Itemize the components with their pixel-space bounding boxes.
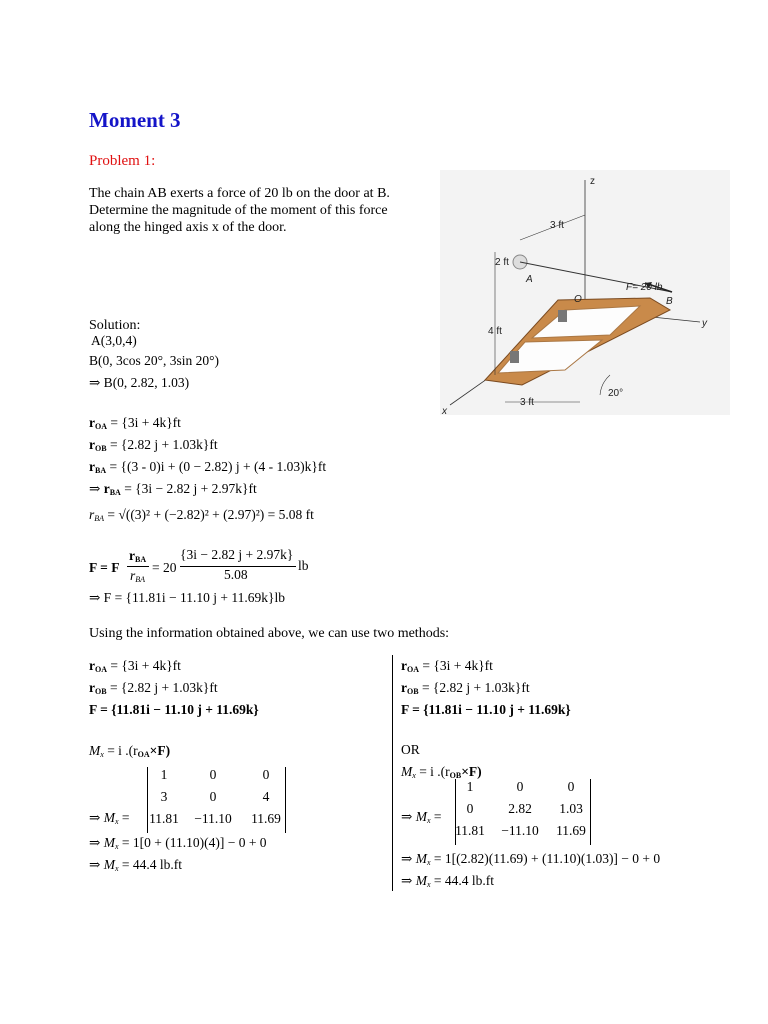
right-roa: $r_{OA} = \{3i + 4k\}ft$ [401,658,493,674]
matrix-cell: 0 [466,801,474,816]
matrix-cell: 11.81 [149,811,179,826]
label-a: A [526,274,533,285]
left-mx-arrow: ⇒ $M_x$ = [89,810,130,826]
force-eq-left [89,558,119,578]
right-final-text: = 44.4 lb.ft [433,873,494,888]
left-force: F = {11.81i − 11.10 j + 11.69k} [89,702,259,717]
label-z: z [590,176,595,187]
label-force: F= 20 lb [626,282,663,293]
label-y: y [702,318,707,329]
matrix-cell: −11.10 [501,823,539,838]
label-2ft: 2 ft [495,257,509,268]
matrix-cell: −11.10 [194,811,232,826]
unit-vector-bar [127,566,149,567]
left-final-text: = 44.4 lb.ft [121,857,182,872]
label-x: x [442,406,447,415]
left-mx-text: = i .(r [107,743,138,758]
matrix-cell: 0 [209,789,217,804]
vector-rba2-value: = {3i − 2.82 j + 2.97k}ft [124,481,257,496]
matrix-cell: 4 [262,789,270,804]
left-step: ⇒ $M_x = 1[0 + (11.10)(4)] - 0 + 0$ [89,835,267,851]
solution-label: Solution: [89,318,141,333]
right-determinant [455,779,591,845]
door-figure [440,170,730,415]
left-determinant [147,767,286,833]
force-eq-left-text: F = F [89,560,120,575]
left-roa-value: = {3i + 4k}ft [110,658,181,673]
vector-rba-magnitude: $r_{BA} = √((3)^2 + (-2.82)^2 + (2.97)^2) = 5.08$ ft [89,507,314,523]
right-final: ⇒ $M_x = 44.4$ lb.ft [401,873,494,889]
matrix-cell: 1 [160,767,168,782]
matrix-cell: 0 [516,779,524,794]
label-3ft-bottom: 3 ft [520,397,534,408]
matrix-cell: 1.03 [559,801,583,816]
problem-line: The chain AB exerts a force of 20 lb on the door at B. [89,186,390,201]
hinge-lower [510,351,519,363]
vector-rob-value: = {2.82 j + 1.03k}ft [109,437,218,452]
label-3ft-top: 3 ft [550,220,564,231]
page-title: Moment 3 [89,108,181,132]
force-result: ⇒ F = {11.81i − 11.10 j + 11.69k}lb [89,590,285,605]
left-mx-def: $M_x = i$ $.(r_{OA}\times F)$ [89,743,171,759]
left-rob: $r_{OB} = \{2.82$ j + 1.03k}ft [89,680,218,696]
problem-line: Determine the magnitude of the moment of this force [89,203,388,218]
column-divider [392,655,393,891]
right-mx-text: = i .(r [419,764,450,779]
coord-a: A(3,0,4) [91,333,137,348]
vector-rba: $r_{BA} = \{(3 - 0)i + (0 - 2.82) j + (4 - 1.03)k\}ft$ [89,459,327,475]
right-step-text: = 1[(2.82)(11.69) + (11.10)(1.03)] − 0 + 0 [433,851,661,866]
right-rob: $r_{OB} = \{2.82$ j + 1.03k}ft [401,680,530,696]
vector-rba-mag-value: = √((3)² + (−2.82)² + (2.97)²) = 5.08 ft [107,507,314,522]
vector-roa: $r_{OA} = \{3i + 4k\}ft$ [89,415,181,431]
problem-statement [89,185,390,236]
right-mx-def: $M_x = i$ $.(r_{OB}\times F)$ [401,764,482,780]
matrix-cell: 0 [209,767,217,782]
label-angle: 20° [608,388,624,399]
vector-rba-simplified: ⇒ $r_{BA} = \{3i - 2.82$ j + 2.97k}ft [89,481,257,497]
matrix-cell: 11.81 [455,823,485,838]
force-factor: = 20 [152,560,177,575]
vector-rba-value: = {(3 - 0)i + (0 − 2.82) j + (4 - 1.03)k}ft [109,459,327,474]
right-step: ⇒ $M_x = 1[(2.82)(11.69) + (11.10)(1.03)] - 0 + 0$ [401,851,661,867]
right-mx-tail: ×F) [461,764,482,779]
label-4ft: 4 ft [488,326,502,337]
right-mx-arrow: ⇒ $M_x$ = [401,809,442,825]
left-rob-value: = {2.82 j + 1.03k}ft [109,680,218,695]
hinge-upper [558,310,567,322]
force-denominator: 5.08 [224,567,248,582]
matrix-cell: 0 [262,767,270,782]
matrix-cell: 2.82 [508,801,532,816]
right-rob-value: = {2.82 j + 1.03k}ft [421,680,530,695]
methods-text: Using the information obtained above, we can use two methods: [89,626,450,641]
label-b: B [666,296,673,307]
left-mx-tail: ×F) [149,743,171,758]
matrix-cell: 1 [466,779,474,794]
matrix-cell: 11.69 [556,823,586,838]
matrix-cell: 11.69 [251,811,281,826]
right-or: OR [401,742,420,757]
force-unit: lb [298,558,309,573]
coord-b: B(0, 3cos 20°, 3sin 20°) [89,353,220,368]
left-step-text: = 1[0 + (11.10)(4)] − 0 + 0 [121,835,267,850]
matrix-cell: 3 [160,789,168,804]
right-roa-value: = {3i + 4k}ft [422,658,493,673]
unit-vector-numerator: $r_{BA}$ [129,548,147,564]
force-numerator: {3i − 2.82 j + 2.97k} [180,547,294,562]
right-force: F = {11.81i − 11.10 j + 11.69k} [401,702,571,717]
coord-b-value: ⇒ B(0, 2.82, 1.03) [89,375,190,390]
vector-roa-value: = {3i + 4k}ft [110,415,181,430]
label-o: O [574,294,582,305]
left-final: ⇒ $M_x = 44.4$ lb.ft [89,857,182,873]
unit-vector-denominator: $r_{BA}$ [130,568,146,584]
vector-rob: $r_{OB} = \{2.82$ j + 1.03k}ft [89,437,218,453]
left-roa: $r_{OA} = \{3i + 4k\}ft$ [89,658,181,674]
matrix-cell: 0 [567,779,575,794]
problem-label: Problem 1: [89,153,156,169]
problem-line: along the hinged axis x of the door. [89,220,287,235]
